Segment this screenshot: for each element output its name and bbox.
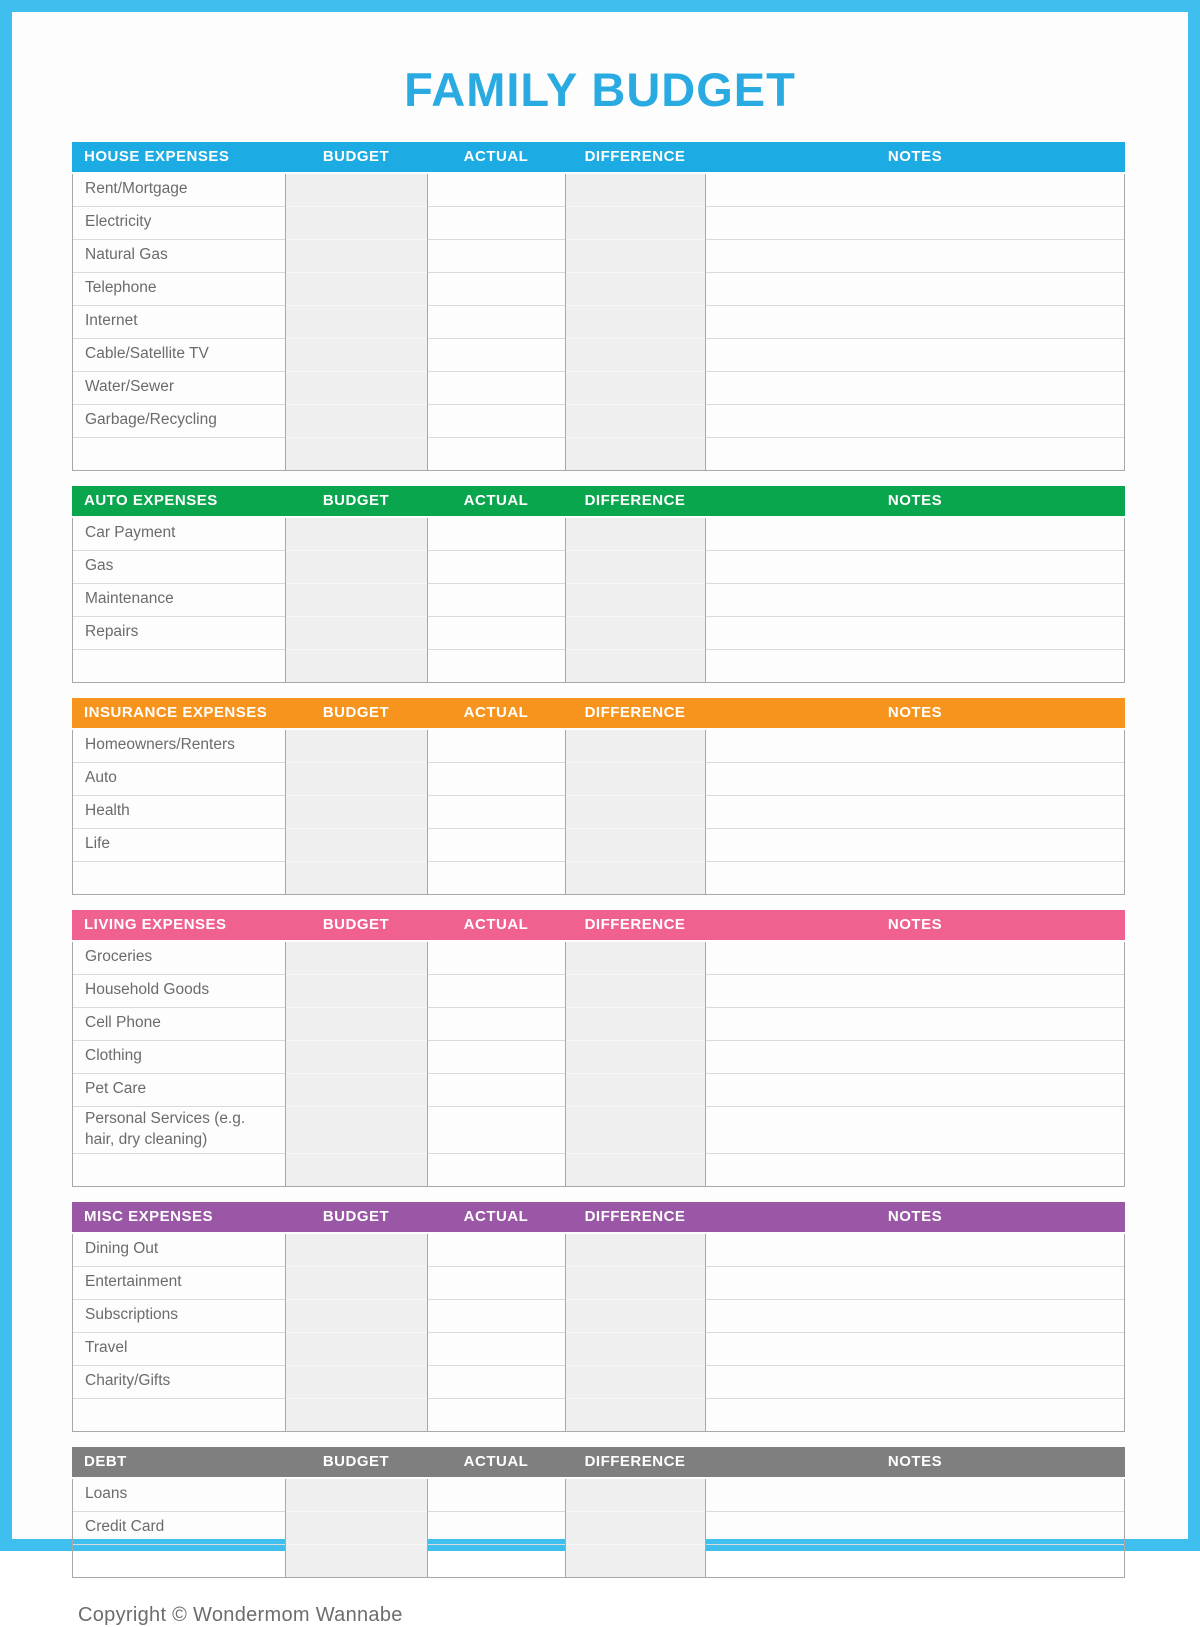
notes-cell: [706, 174, 1125, 207]
budget-cell: [286, 616, 428, 649]
budget-cell: [286, 1544, 428, 1577]
copyright-text: Copyright © Wondermom Wannabe: [78, 1603, 403, 1626]
column-header-notes: NOTES: [887, 492, 943, 510]
difference-cell: [566, 550, 706, 583]
budget-cell: [286, 1040, 428, 1073]
budget-sections: [72, 142, 1128, 1578]
expense-label: Travel: [73, 1332, 286, 1365]
difference-cell: [566, 1040, 706, 1073]
table-row: [73, 730, 1125, 763]
notes-cell: [706, 305, 1125, 338]
notes-cell: [706, 730, 1125, 763]
budget-cell: [286, 1007, 428, 1040]
actual-cell: [428, 239, 566, 272]
notes-cell: [706, 762, 1125, 795]
notes-cell: [706, 1365, 1125, 1398]
expense-label: Health: [73, 795, 286, 828]
table-row: [73, 518, 1125, 551]
budget-cell: [286, 1365, 428, 1398]
expense-label: Rent/Mortgage: [73, 174, 286, 207]
difference-cell: [566, 1073, 706, 1106]
difference-cell: [566, 206, 706, 239]
table-row: [73, 942, 1125, 975]
expense-label: Gas: [73, 550, 286, 583]
notes-cell: [706, 1073, 1125, 1106]
notes-cell: [706, 1153, 1125, 1186]
actual-cell: [428, 616, 566, 649]
difference-cell: [566, 828, 706, 861]
actual-cell: [428, 404, 566, 437]
difference-cell: [566, 1299, 706, 1332]
budget-cell: [286, 1479, 428, 1512]
table-row: [73, 1007, 1125, 1040]
actual-cell: [428, 272, 566, 305]
actual-cell: [428, 1234, 566, 1267]
difference-cell: [566, 861, 706, 894]
difference-cell: [566, 371, 706, 404]
column-header-difference: DIFFERENCE: [584, 916, 686, 934]
table-row: [73, 1040, 1125, 1073]
difference-cell: [566, 404, 706, 437]
budget-section-table: [72, 518, 1125, 683]
difference-cell: [566, 1479, 706, 1512]
difference-cell: [566, 1234, 706, 1267]
column-header-notes: NOTES: [887, 148, 943, 166]
expense-label: Cell Phone: [73, 1007, 286, 1040]
expense-label: Subscriptions: [73, 1299, 286, 1332]
column-header-notes: NOTES: [887, 1453, 943, 1471]
column-header-budget: BUDGET: [322, 1208, 390, 1226]
actual-cell: [428, 649, 566, 682]
expense-label: Clothing: [73, 1040, 286, 1073]
notes-cell: [706, 206, 1125, 239]
expense-label: [73, 1153, 286, 1186]
budget-cell: [286, 828, 428, 861]
expense-label: Repairs: [73, 616, 286, 649]
table-row: [73, 1266, 1125, 1299]
column-header-actual: ACTUAL: [463, 916, 529, 934]
table-row: [73, 272, 1125, 305]
column-header-budget: BUDGET: [322, 916, 390, 934]
table-row: [73, 583, 1125, 616]
notes-cell: [706, 518, 1125, 551]
actual-cell: [428, 942, 566, 975]
expense-label: [73, 437, 286, 470]
actual-cell: [428, 762, 566, 795]
notes-cell: [706, 861, 1125, 894]
notes-cell: [706, 583, 1125, 616]
actual-cell: [428, 1153, 566, 1186]
column-header-difference: DIFFERENCE: [584, 492, 686, 510]
difference-cell: [566, 1511, 706, 1544]
difference-cell: [566, 1153, 706, 1186]
actual-cell: [428, 371, 566, 404]
budget-cell: [286, 942, 428, 975]
actual-cell: [428, 1299, 566, 1332]
budget-section: [72, 142, 1128, 471]
budget-cell: [286, 550, 428, 583]
expense-label: Life: [73, 828, 286, 861]
budget-section-table: [72, 1234, 1125, 1432]
difference-cell: [566, 974, 706, 1007]
table-row: [73, 371, 1125, 404]
expense-label: Credit Card: [73, 1511, 286, 1544]
notes-cell: [706, 974, 1125, 1007]
notes-cell: [706, 1266, 1125, 1299]
budget-cell: [286, 1398, 428, 1431]
notes-cell: [706, 1479, 1125, 1512]
budget-cell: [286, 861, 428, 894]
actual-cell: [428, 1511, 566, 1544]
budget-cell: [286, 239, 428, 272]
column-header-budget: BUDGET: [322, 704, 390, 722]
difference-cell: [566, 616, 706, 649]
expense-label: Homeowners/Renters: [73, 730, 286, 763]
table-row: [73, 649, 1125, 682]
difference-cell: [566, 1365, 706, 1398]
expense-label: Cable/Satellite TV: [73, 338, 286, 371]
table-row: [73, 404, 1125, 437]
section-header-bar: [72, 1202, 1125, 1232]
budget-section: [72, 486, 1128, 683]
notes-cell: [706, 1511, 1125, 1544]
actual-cell: [428, 518, 566, 551]
actual-cell: [428, 1266, 566, 1299]
notes-cell: [706, 550, 1125, 583]
budget-section: [72, 910, 1128, 1187]
column-header-difference: DIFFERENCE: [584, 704, 686, 722]
notes-cell: [706, 649, 1125, 682]
budget-cell: [286, 1266, 428, 1299]
budget-cell: [286, 762, 428, 795]
expense-label: Internet: [73, 305, 286, 338]
budget-section-table: [72, 942, 1125, 1187]
actual-cell: [428, 583, 566, 616]
table-row: [73, 828, 1125, 861]
table-row: [73, 174, 1125, 207]
table-row: [73, 305, 1125, 338]
difference-cell: [566, 338, 706, 371]
budget-cell: [286, 404, 428, 437]
budget-cell: [286, 1511, 428, 1544]
actual-cell: [428, 305, 566, 338]
table-row: [73, 437, 1125, 470]
difference-cell: [566, 1106, 706, 1153]
column-header-actual: ACTUAL: [463, 492, 529, 510]
column-header-actual: ACTUAL: [463, 1208, 529, 1226]
column-header-budget: BUDGET: [322, 1453, 390, 1471]
table-row: [73, 1365, 1125, 1398]
table-row: [73, 616, 1125, 649]
table-row: [73, 861, 1125, 894]
budget-cell: [286, 1073, 428, 1106]
actual-cell: [428, 1365, 566, 1398]
budget-section-table: [72, 174, 1125, 471]
budget-cell: [286, 1299, 428, 1332]
table-row: [73, 1234, 1125, 1267]
table-row: [73, 1511, 1125, 1544]
actual-cell: [428, 1398, 566, 1431]
notes-cell: [706, 371, 1125, 404]
notes-cell: [706, 1106, 1125, 1153]
column-header-budget: BUDGET: [322, 492, 390, 510]
expense-label: [73, 1398, 286, 1431]
section-header-bar: [72, 486, 1125, 516]
page-title: FAMILY BUDGET: [404, 63, 796, 116]
actual-cell: [428, 550, 566, 583]
notes-cell: [706, 616, 1125, 649]
notes-cell: [706, 795, 1125, 828]
expense-label: Pet Care: [73, 1073, 286, 1106]
actual-cell: [428, 174, 566, 207]
expense-label: Charity/Gifts: [73, 1365, 286, 1398]
table-row: [73, 1332, 1125, 1365]
budget-cell: [286, 583, 428, 616]
budget-cell: [286, 371, 428, 404]
budget-cell: [286, 1332, 428, 1365]
table-row: [73, 762, 1125, 795]
budget-cell: [286, 437, 428, 470]
section-title: MISC EXPENSES: [84, 1208, 214, 1226]
difference-cell: [566, 730, 706, 763]
budget-cell: [286, 272, 428, 305]
section-title: AUTO EXPENSES: [84, 492, 218, 510]
column-header-actual: ACTUAL: [463, 148, 529, 166]
actual-cell: [428, 1544, 566, 1577]
expense-label: Entertainment: [73, 1266, 286, 1299]
notes-cell: [706, 1398, 1125, 1431]
expense-label: Telephone: [73, 272, 286, 305]
actual-cell: [428, 795, 566, 828]
difference-cell: [566, 649, 706, 682]
table-row: [73, 1544, 1125, 1577]
difference-cell: [566, 174, 706, 207]
section-header-bar: [72, 142, 1125, 172]
actual-cell: [428, 974, 566, 1007]
table-row: [73, 974, 1125, 1007]
column-header-actual: ACTUAL: [463, 1453, 529, 1471]
difference-cell: [566, 795, 706, 828]
expense-label: [73, 649, 286, 682]
difference-cell: [566, 1332, 706, 1365]
budget-cell: [286, 305, 428, 338]
budget-section-table: [72, 1479, 1125, 1578]
column-header-difference: DIFFERENCE: [584, 1453, 686, 1471]
notes-cell: [706, 437, 1125, 470]
section-title: DEBT: [84, 1453, 127, 1471]
expense-label: [73, 861, 286, 894]
budget-cell: [286, 206, 428, 239]
actual-cell: [428, 1007, 566, 1040]
budget-cell: [286, 730, 428, 763]
column-header-budget: BUDGET: [322, 148, 390, 166]
budget-cell: [286, 1153, 428, 1186]
budget-section: [72, 1447, 1128, 1578]
difference-cell: [566, 1544, 706, 1577]
difference-cell: [566, 1398, 706, 1431]
budget-cell: [286, 795, 428, 828]
actual-cell: [428, 730, 566, 763]
table-row: [73, 1106, 1125, 1153]
difference-cell: [566, 305, 706, 338]
actual-cell: [428, 1332, 566, 1365]
difference-cell: [566, 239, 706, 272]
expense-label: Auto: [73, 762, 286, 795]
actual-cell: [428, 206, 566, 239]
section-title: HOUSE EXPENSES: [84, 148, 230, 166]
table-row: [73, 1479, 1125, 1512]
notes-cell: [706, 272, 1125, 305]
budget-section-table: [72, 730, 1125, 895]
notes-cell: [706, 1234, 1125, 1267]
column-header-actual: ACTUAL: [463, 704, 529, 722]
expense-label: Maintenance: [73, 583, 286, 616]
difference-cell: [566, 762, 706, 795]
difference-cell: [566, 272, 706, 305]
actual-cell: [428, 1479, 566, 1512]
section-header-bar: [72, 698, 1125, 728]
budget-cell: [286, 649, 428, 682]
difference-cell: [566, 942, 706, 975]
section-title: INSURANCE EXPENSES: [84, 704, 268, 722]
table-row: [73, 1398, 1125, 1431]
column-header-notes: NOTES: [887, 1208, 943, 1226]
difference-cell: [566, 1007, 706, 1040]
notes-cell: [706, 1040, 1125, 1073]
expense-label: Car Payment: [73, 518, 286, 551]
budget-cell: [286, 518, 428, 551]
budget-section: [72, 698, 1128, 895]
budget-cell: [286, 974, 428, 1007]
notes-cell: [706, 338, 1125, 371]
actual-cell: [428, 828, 566, 861]
expense-label: Garbage/Recycling: [73, 404, 286, 437]
budget-cell: [286, 1234, 428, 1267]
section-header-bar: [72, 910, 1125, 940]
budget-section: [72, 1202, 1128, 1432]
expense-label: Groceries: [73, 942, 286, 975]
table-row: [73, 206, 1125, 239]
table-row: [73, 795, 1125, 828]
actual-cell: [428, 1040, 566, 1073]
actual-cell: [428, 1073, 566, 1106]
column-header-notes: NOTES: [887, 916, 943, 934]
budget-cell: [286, 174, 428, 207]
expense-label: [73, 1544, 286, 1577]
section-header-bar: [72, 1447, 1125, 1477]
actual-cell: [428, 338, 566, 371]
notes-cell: [706, 1007, 1125, 1040]
difference-cell: [566, 1266, 706, 1299]
column-header-notes: NOTES: [887, 704, 943, 722]
notes-cell: [706, 1332, 1125, 1365]
section-title: LIVING EXPENSES: [84, 916, 227, 934]
expense-label: Electricity: [73, 206, 286, 239]
table-row: [73, 338, 1125, 371]
expense-label: Household Goods: [73, 974, 286, 1007]
table-row: [73, 1073, 1125, 1106]
actual-cell: [428, 861, 566, 894]
table-row: [73, 239, 1125, 272]
budget-cell: [286, 338, 428, 371]
expense-label: Water/Sewer: [73, 371, 286, 404]
difference-cell: [566, 437, 706, 470]
difference-cell: [566, 518, 706, 551]
notes-cell: [706, 828, 1125, 861]
budget-cell: [286, 1106, 428, 1153]
notes-cell: [706, 239, 1125, 272]
difference-cell: [566, 583, 706, 616]
notes-cell: [706, 1544, 1125, 1577]
expense-label: Loans: [73, 1479, 286, 1512]
table-row: [73, 1153, 1125, 1186]
column-header-difference: DIFFERENCE: [584, 148, 686, 166]
expense-label: Natural Gas: [73, 239, 286, 272]
expense-label: Personal Services (e.g. hair, dry cleaning): [73, 1106, 286, 1153]
table-row: [73, 550, 1125, 583]
column-header-difference: DIFFERENCE: [584, 1208, 686, 1226]
table-row: [73, 1299, 1125, 1332]
actual-cell: [428, 1106, 566, 1153]
notes-cell: [706, 404, 1125, 437]
actual-cell: [428, 437, 566, 470]
notes-cell: [706, 942, 1125, 975]
notes-cell: [706, 1299, 1125, 1332]
expense-label: Dining Out: [73, 1234, 286, 1267]
